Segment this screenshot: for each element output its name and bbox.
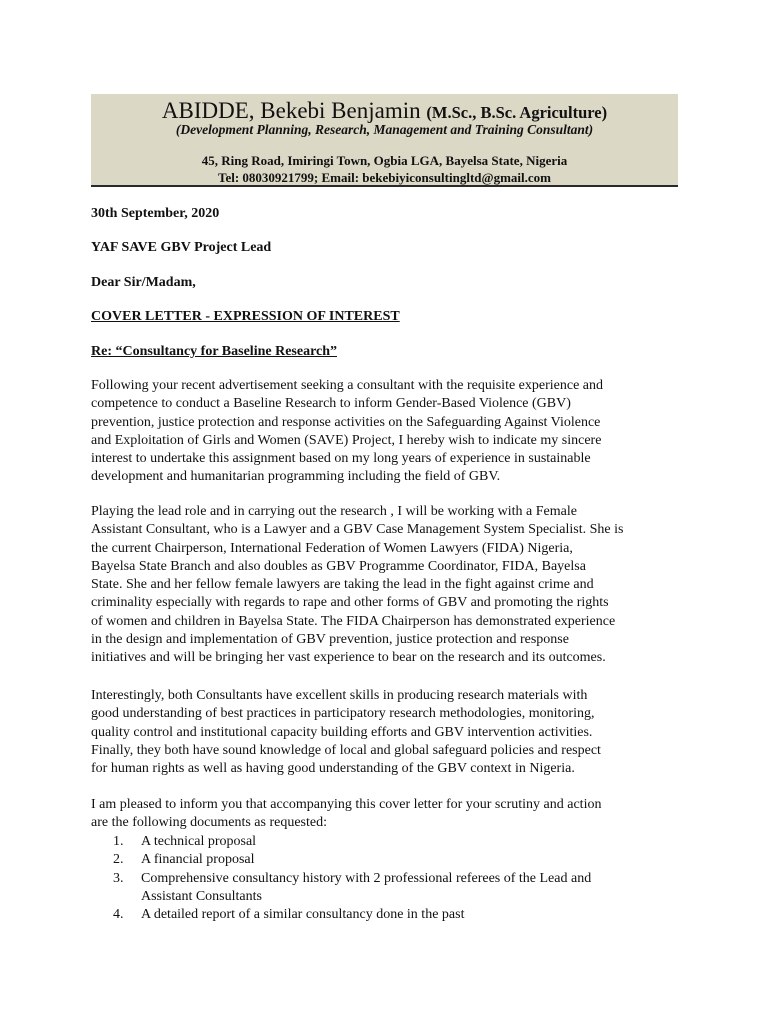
author-name: ABIDDE, Bekebi Benjamin [161, 98, 421, 123]
list-number: 3. [113, 870, 124, 886]
subject-line: COVER LETTER - EXPRESSION OF INTEREST [91, 309, 400, 324]
salutation: Dear Sir/Madam, [91, 275, 196, 290]
list-item-text: Assistant Consultants [141, 888, 262, 904]
letterhead [91, 94, 678, 187]
paragraph-line: Bayelsa State Branch and also doubles as GBV Programme Coordinator, FIDA, Bayelsa [91, 558, 586, 574]
list-number: 2. [113, 852, 124, 868]
paragraph-line: for human rights as well as having good understanding of the GBV context in Nigeria. [91, 761, 575, 777]
list-item-text: A detailed report of a similar consultancy done in the past [141, 907, 465, 923]
author-role: (Development Planning, Research, Management and Training Consultant) [175, 122, 594, 137]
paragraph [91, 796, 683, 833]
paragraph-line: Interestingly, both Consultants have excellent skills in producing research materials with [91, 688, 588, 703]
paragraph [91, 687, 683, 778]
document-list [91, 833, 691, 924]
paragraph-line: I am pleased to inform you that accompanying this cover letter for your scrutiny and action [91, 797, 602, 812]
re-title: “Consultancy for Baseline Research” [115, 344, 338, 359]
list-item [91, 906, 691, 924]
letter-date: 30th September, 2020 [91, 206, 220, 221]
paragraph-line: quality control and institutional capacity building efforts and GBV intervention activities. [91, 724, 593, 740]
list-item-text: Comprehensive consultancy history with 2 professional referees of the Lead and [141, 870, 592, 886]
list-number: 4. [113, 907, 124, 923]
list-item-text: A technical proposal [141, 834, 257, 849]
author-credentials: (M.Sc., B.Sc. Agriculture) [426, 103, 608, 122]
paragraph [91, 503, 683, 668]
list-item [91, 833, 691, 851]
paragraph-line: interest to undertake this assignment based on my long years of experience in sustainable [91, 451, 591, 467]
list-item-text: A financial proposal [141, 852, 255, 868]
list-item [91, 851, 691, 869]
paragraph-line: are the following documents as requested: [91, 815, 327, 831]
author-contact: Tel: 08030921799; Email: bekebiyiconsultingltd@gmail.com [217, 170, 551, 185]
paragraph [91, 377, 683, 487]
paragraph-line: Following your recent advertisement seeking a consultant with the requisite experience and [91, 378, 604, 393]
list-item [91, 870, 691, 907]
paragraph-line: competence to conduct a Baseline Research to inform Gender-Based Violence (GBV) [91, 396, 571, 412]
re-prefix: Re: [91, 344, 116, 359]
paragraph-line: Finally, they both have sound knowledge of local and global safeguard policies and respect [91, 742, 601, 758]
paragraph-line: good understanding of best practices in participatory research methodologies, monitoring, [91, 706, 595, 722]
paragraph-line: of women and children in Bayelsa State. The FIDA Chairperson has demonstrated experience [91, 613, 616, 629]
paragraph-line: in the design and implementation of GBV prevention, justice protection and response [91, 632, 569, 648]
recipient: YAF SAVE GBV Project Lead [91, 240, 272, 255]
paragraph-line: initiatives and will be bringing her vast experience to bear on the research and its outcomes. [91, 650, 606, 666]
re-line [91, 344, 337, 360]
list-number: 1. [113, 834, 124, 849]
paragraph-line: the current Chairperson, International Federation of Women Lawyers (FIDA) Nigeria, [91, 540, 573, 556]
paragraph-line: Playing the lead role and in carrying out the research , I will be working with a Female [91, 504, 577, 519]
paragraph-line: criminality especially with regards to rape and other forms of GBV and promoting the rights [91, 595, 609, 611]
author-address: 45, Ring Road, Imiringi Town, Ogbia LGA, Bayelsa State, Nigeria [201, 153, 568, 168]
paragraph-line: Assistant Consultant, who is a Lawyer and a GBV Case Management System Specialist. She is [91, 522, 624, 538]
paragraph-line: and Exploitation of Girls and Women (SAVE) Project, I hereby wish to indicate my sincere [91, 432, 602, 448]
paragraph-line: State. She and her fellow female lawyers are taking the lead in the fight against crime and [91, 577, 594, 593]
paragraph-line: development and humanitarian programming including the field of GBV. [91, 469, 501, 485]
paragraph-line: prevention, justice protection and response activities on the Safeguarding Against Violence [91, 414, 601, 430]
